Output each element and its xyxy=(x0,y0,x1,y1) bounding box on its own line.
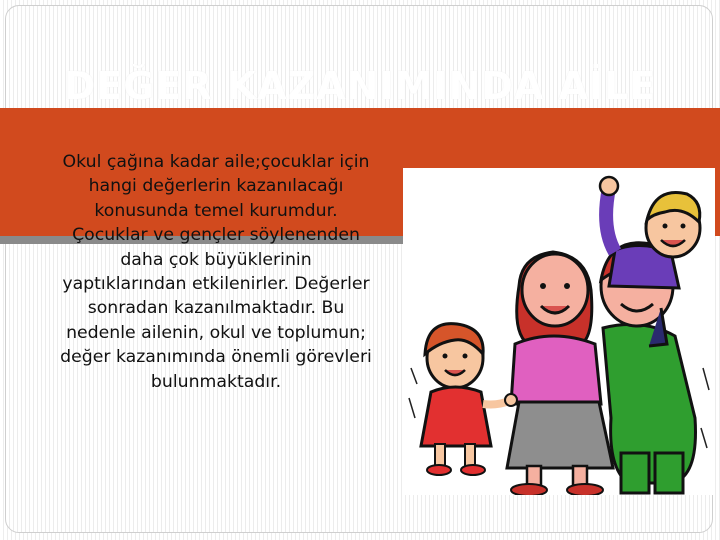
slide-title: DEĞER KAZANIMINDA AİLE xyxy=(63,64,657,108)
girl-figure xyxy=(421,324,517,475)
mother-figure xyxy=(507,252,613,495)
body-text: Okul çağına kadar aile;çocuklar için hangi değerlerin kazanılacağı konusunda temel kurumdur. Çocuklar ve gençler söylenenden daha çok büyüklerinin yaptıklarından etkilenirler. Değerler sonradan kazanılmaktadır. Bu nedenle ailenin, okul ve toplumun; değer kazanımında önemli görevleri bulunmaktadır. xyxy=(60,152,372,392)
family-illustration xyxy=(403,168,715,495)
